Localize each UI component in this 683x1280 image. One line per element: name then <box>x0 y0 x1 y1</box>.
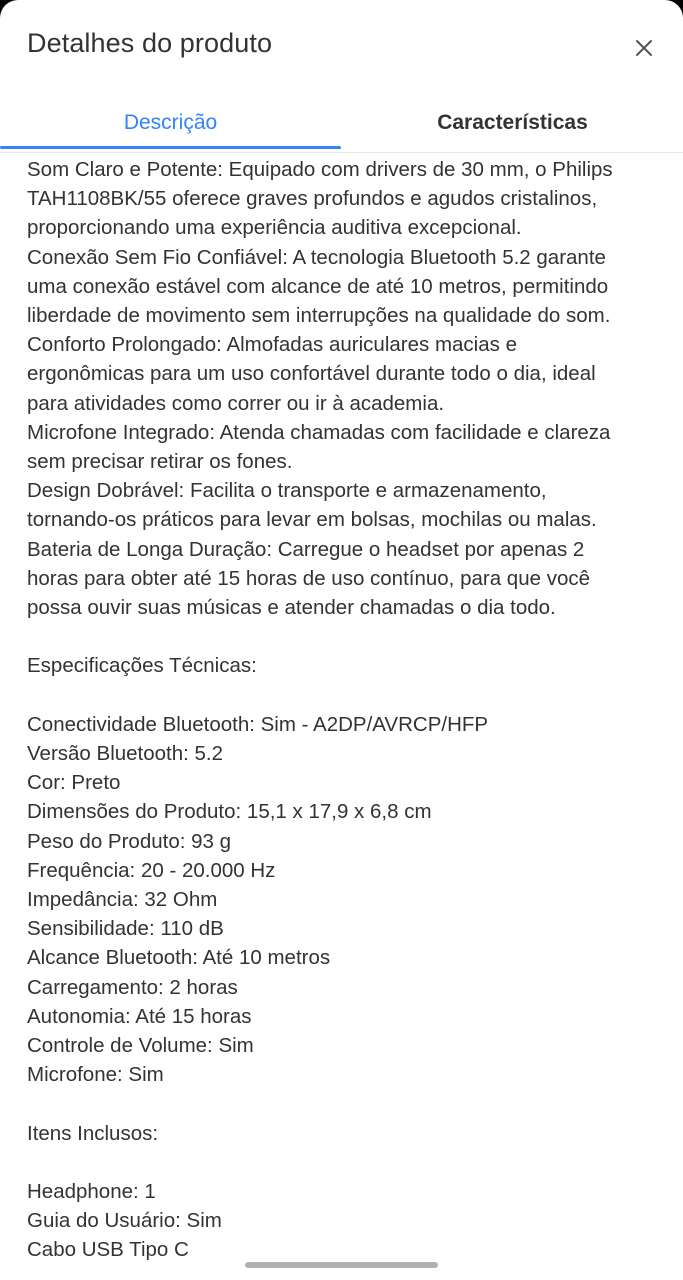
sheet-header <box>0 0 683 94</box>
close-button[interactable] <box>628 32 660 64</box>
description-line: ergonômicas para um uso confortável durante todo o dia, ideal <box>27 362 596 386</box>
page-title: Detalhes do produto <box>27 28 273 58</box>
description-line: Carregamento: 2 horas <box>27 975 238 999</box>
description-line: Conexão Sem Fio Confiável: A tecnologia Bluetooth 5.2 garante <box>27 245 606 269</box>
description-line: Guia do Usuário: Sim <box>27 1209 222 1233</box>
description-line: proporcionando uma experiência auditiva excepcional. <box>27 216 522 240</box>
description-line: Design Dobrável: Facilita o transporte e armazenamento, <box>27 479 547 503</box>
description-line: Headphone: 1 <box>27 1180 156 1204</box>
description-line: TAH1108BK/55 oferece graves profundos e agudos cristalinos, <box>27 187 598 211</box>
description-line: possa ouvir suas músicas e atender chamadas o dia todo. <box>27 596 556 620</box>
description-line: Controle de Volume: Sim <box>27 1034 254 1058</box>
description-line <box>27 1148 667 1177</box>
description-line: Som Claro e Potente: Equipado com drivers de 30 mm, o Philips <box>27 158 613 181</box>
tab-descricao[interactable]: Descrição <box>123 111 218 134</box>
description-line: Frequência: 20 - 20.000 Hz <box>27 858 276 882</box>
description-line: Itens Inclusos: <box>27 1121 159 1145</box>
description-line: horas para obter até 15 horas de uso contínuo, para que você <box>27 566 590 590</box>
description-line: Alcance Bluetooth: Até 10 metros <box>27 946 331 970</box>
description-line: Autonomia: Até 15 horas <box>27 1004 252 1028</box>
description-line: Cabo USB Tipo C <box>27 1238 189 1262</box>
description-line: Dimensões do Produto: 15,1 x 17,9 x 6,8 cm <box>27 800 432 824</box>
description-line: tornando-os práticos para levar em bolsas, mochilas ou malas. <box>27 508 597 532</box>
description-line <box>27 1089 667 1118</box>
description-line: sem precisar retirar os fones. <box>27 450 293 474</box>
description-line: Peso do Produto: 93 g <box>27 829 232 853</box>
active-tab-indicator <box>0 146 341 149</box>
description-line: para atividades como correr ou ir à academia. <box>27 391 445 415</box>
home-indicator <box>245 1262 438 1268</box>
description-line <box>27 622 667 651</box>
close-icon <box>634 38 654 58</box>
description-line: Conectividade Bluetooth: Sim - A2DP/AVRCP/HFP <box>27 712 489 736</box>
tab-caracteristicas[interactable]: Características <box>437 111 588 134</box>
description-content <box>27 155 667 1265</box>
description-line: Impedância: 32 Ohm <box>27 888 218 912</box>
description-line: uma conexão estável com alcance de até 10 metros, permitindo <box>27 274 609 298</box>
description-line <box>27 681 667 710</box>
description-line: Conforto Prolongado: Almofadas auriculares macias e <box>27 333 517 357</box>
description-line: Especificações Técnicas: <box>27 654 257 678</box>
description-line: Sensibilidade: 110 dB <box>27 917 224 941</box>
description-line: liberdade de movimento sem interrupções na qualidade do som. <box>27 304 611 328</box>
description-line: Microfone Integrado: Atenda chamadas com facilidade e clareza <box>27 420 611 444</box>
description-line: Bateria de Longa Duração: Carregue o headset por apenas 2 <box>27 537 585 561</box>
description-line: Versão Bluetooth: 5.2 <box>27 742 224 766</box>
tab-bar <box>0 94 683 153</box>
description-line: Microfone: Sim <box>27 1063 164 1087</box>
description-line: Cor: Preto <box>27 771 121 795</box>
